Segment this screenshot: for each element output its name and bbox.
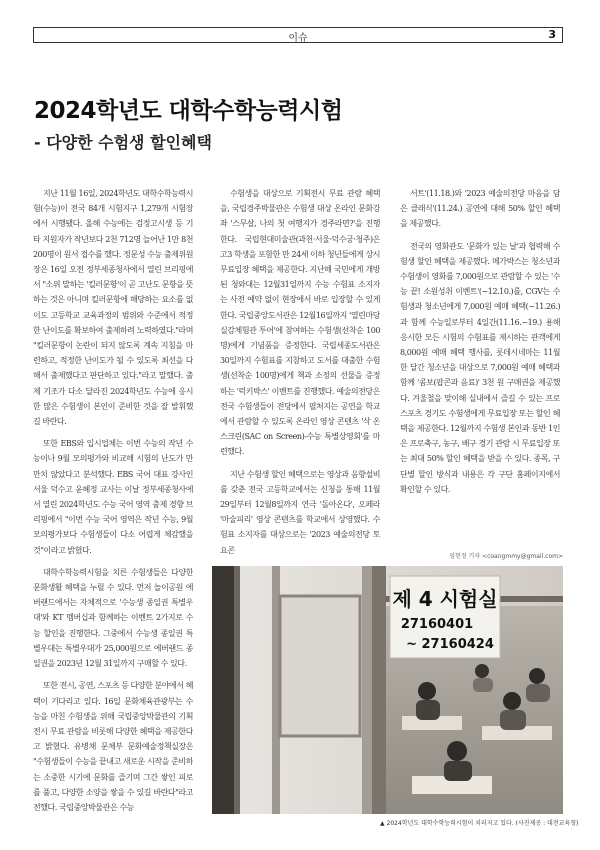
- running-header: [33, 27, 563, 43]
- paragraph: 또한 EBS와 입시업체는 이번 수능의 작년 수능이나 9월 모의평가와 비교해 시험의 난도가 만만치 않았다고 분석했다. EBS 국어 대표 강사인 서울 덕수고 윤혜정 교사는 이날 정부세종청사에서 열린 2024학년도 수능 국어 영역 출제 경향 브리핑에서 "이번 수능 국어 영역은 작년 수능, 9월 모의평가보다 수험생들이 다소 어렵게 체감했을 것"이라고 밝혔다.: [33, 439, 193, 555]
- photo-caption: ▲ 2024학년도 대학수학능력시험이 치러지고 있다. (사진제공 : 대전교육청): [380, 820, 579, 827]
- article-column-3: [400, 186, 560, 516]
- article-subtitle: - 다양한 수험생 할인혜택: [34, 133, 212, 152]
- article-column-1: [33, 186, 193, 834]
- exam-room-sign-title: 제 4 시험실: [392, 587, 498, 611]
- paragraph: 수험생을 대상으로 기획전시 무료 관람 혜택을, 국립경주박물관은 수험생 대상 온라인 문화강좌 '스무살, 나의 첫 여행지가 경주라면?'을 진행한다. 국립현대미술관(과천·서울·덕수궁·청주)은 고3 학생을 포함한 만 24세 이하 청년들에게 상시 무료입장 혜택을 제공한다. 지난해 국민에게 개방된 청와대는 12월31일까지 수능 수험표 소지자는 사전 예약 없이 현장에서 바로 입장할 수 있게 한다. 국립중앙도서관은 12월16일까지 '열린마당 실감체험관 투어'에 참여하는 수험생(선착순 100명)에게 기념품을 증정한다. 국립세종도서관은 30일까지 수험표를 지참하고 도서를 대출한 수험생(선착순 100명)에게 책과 소정의 선물을 증정하는 '럭키박스' 이벤트를 진행했다. 예술의전당은 전국 수험생들이 전당에서 펼쳐지는 공연을 학교에서 관람할 수 있도록 온라인 영상 콘텐츠 '삭 온 스크린(SAC on Screen)-수능 특별상영회'를 마련했다.: [220, 189, 380, 457]
- paragraph: 지난 11월 16일, 2024학년도 대학수학능력시험(수능)이 전국 84개 시험지구 1,279개 시험장에서 시행됐다. 올해 수능에는 검정고시생 등 기타 지원자가 작년보다 2천 712명 늘어난 1만 8천 200명이 원서 접수를 했다. 정문성 수능 출제위원장은 16일 오전 정부세종청사에서 열린 브리핑에서 "소위 말하는 '킬러문항'이 곧 고난도 문항을 뜻하는 것은 아니며 킬러문항에 해당하는 요소를 없이도 고등학교 교육과정의 범위와 수준에서 적정한 난이도를 확보하여 출제하려 노력하였다."라며 "킬러문항이 논란이 되지 않도록 계속 지침을 마련하고, 적정한 난이도가 될 수 있도록 최선을 다해서 출제했다고 판단하고 있다."라고 말했다. 출제 기조가 다소 달라진 2024학년도 수능에 응시한 많은 수험생이 본인이 준비한 것을 잘 발휘했길 바란다.: [33, 189, 193, 427]
- section-label: 이슈: [288, 33, 308, 44]
- exam-room-sign-number-start: 27160401: [400, 617, 474, 632]
- page-number: 3: [548, 28, 556, 41]
- exam-room-sign-number-end: ~ 27160424: [406, 637, 494, 652]
- paragraph: 서트'(11.18.)와 '2023 예술의전당 마음을 담은 클래식'(11.24.) 공연에 대해 50% 할인 혜택을 제공했다.: [400, 189, 560, 229]
- paragraph: 대학수학능력시험을 치른 수험생들은 다양한 문화생활 혜택을 누릴 수 있다. 먼저 놀이공원 에버랜드에서는 자체적으로 '수능생 종일권 특별우대'와 KT 멤버십과 함께하는 이벤트 2가지로 수능 할인을 진행한다. 그중에서 수능생 종일권 특별우대는 특별우대가 25,000원으로 에버랜드 종일권을 2023년 12월 31일까지 구매할 수 있다.: [33, 567, 193, 669]
- photo-illustration: [212, 566, 563, 814]
- paragraph: 지난 수험생 할인 혜택으로는 영상과 음향설비를 갖춘 전국 고등학교에서는 신청을 통해 11월 29일부터 12월8일까지 연극 '돌아온다', 오페라 '마술피리' 영상 콘텐츠를 학교에서 상영했다. 수험표 소지자를 대상으로는 '2023 예술의전당 토요콘: [220, 469, 380, 555]
- paragraph: 또한 전시, 공연, 스포츠 등 다양한 분야에서 혜택이 기다리고 있다. 16일 문화체육관광부는 수능을 마친 수험생을 위해 국립중앙박물관의 기획전시 무료 관람을 비롯해 다양한 혜택을 제공한다고 밝혔다. 유병채 문체부 문화예술정책실장은 "수험생들이 수능을 끝내고 새로운 시작을 준비하는 소중한 시기에 문화를 즐기며 그간 쌓인 피로를 풀고, 다양한 소양을 쌓을 수 있길 바란다"라고 전했다. 국립중앙박물관은 수능: [33, 681, 193, 812]
- exam-room-photo: [212, 566, 563, 814]
- paragraph: 전국의 영화관도 '문화가 있는 날'과 협력해 수험생 할인 혜택을 제공했다. 메가박스는 청소년과 수험생이 영화를 7,000원으로 관람할 수 있는 '수능 끝! 소원성취 이벤트'(~12.10.)를, CGV는 수험생과 청소년에게 7,000원 예매 혜택(~11.26.)과 함께 수능일로부터 4일간(11.16.~19.) 용해 응시한 모든 시험의 수험표를 제시하는 관객에게 8,000원 예매 혜택 행사를, 롯데시네마는 11월 한 달간 청소년을 대상으로 7,000원 예매 혜택과 함께 '콤보(팝콘과 음료)' 3천 원 구매권을 제공했다. 겨울철을 맞이해 실내에서 즐길 수 있는 프로스포츠 경기도 수험생에게 무료입장 또는 할인 혜택을 제공한다. 12월까지 수험생 본인과 동반 1인은 프로축구, 농구, 배구 경기 관람 시 무료입장 또는 최대 50% 할인 혜택을 받을 수 있다. 종목, 구단별 할인 방식과 내용은 각 구단 홈페이지에서 확인할 수 있다.: [400, 241, 560, 494]
- article-title: 2024학년도 대학수학능력시험: [34, 98, 343, 124]
- article-column-2: [220, 186, 380, 586]
- author-byline: 임현정 기자 <coangmmy@gmail.com>: [449, 553, 563, 560]
